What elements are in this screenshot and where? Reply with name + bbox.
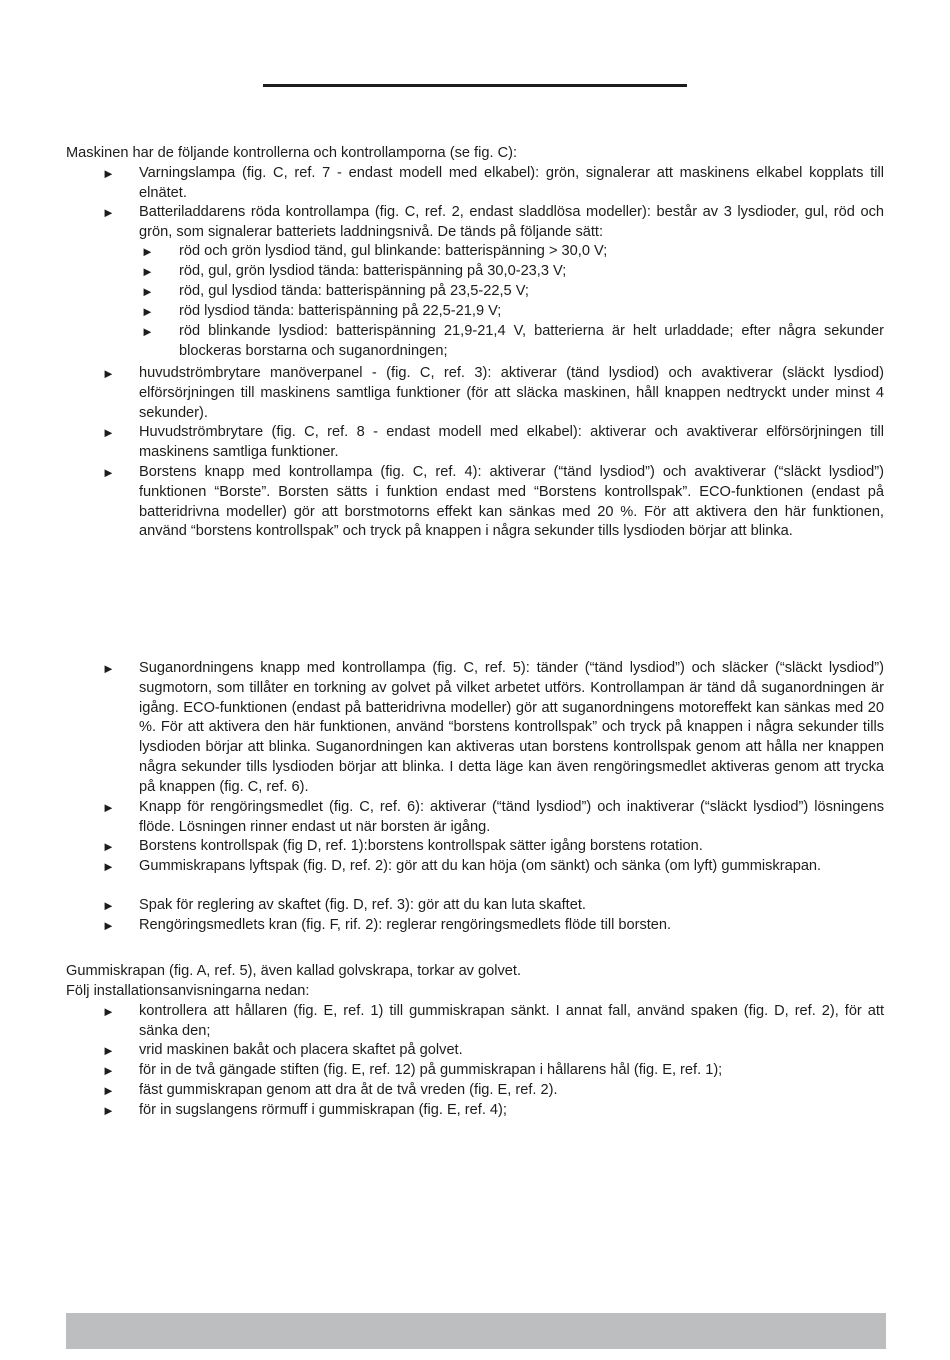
list-item-text: Knapp för rengöringsmedlet (fig. C, ref. 6): aktiverar (“tänd lysdiod”) och inaktiverar (“släckt lysdiod”) lösningens flöde. Lösningen rinner endast ut när borsten är igång. xyxy=(139,799,884,835)
bullet-icon: ► xyxy=(141,324,154,339)
sub-list-item-text: röd, gul, grön lysdiod tända: batterispänning på 30,0-23,3 V; xyxy=(179,263,567,279)
list-item xyxy=(66,1002,884,1042)
sub-list-item-text: röd blinkande lysdiod: batterispänning 21,9-21,4 V, batterierna är helt urladdade; efter några sekunder blockeras borstarna och suganordningen; xyxy=(179,323,884,359)
bullet-icon: ► xyxy=(102,800,115,815)
bullet-icon: ► xyxy=(141,284,154,299)
list-item xyxy=(66,896,884,916)
list-item-text: för in de två gängade stiften (fig. E, ref. 12) på gummiskrapan i hållarens hål (fig. E, ref. 1); xyxy=(139,1062,723,1078)
list-item xyxy=(66,1101,884,1121)
list-item xyxy=(66,203,884,243)
list-item-text: Gummiskrapans lyftspak (fig. D, ref. 2): gör att du kan höja (om sänkt) och sänka (om lyft) gummiskrapan. xyxy=(139,858,822,874)
list-item-text: Varningslampa (fig. C, ref. 7 - endast modell med elkabel): grön, signalerar att maskinens elkabel kopplats till elnätet. xyxy=(139,165,884,201)
section3-intro: Gummiskrapan (fig. A, ref. 5), även kallad golvskrapa, torkar av golvet. xyxy=(66,963,522,979)
sub-list-item-text: röd och grön lysdiod tänd, gul blinkande: batterispänning > 30,0 V; xyxy=(179,243,608,259)
bullet-icon: ► xyxy=(102,465,115,480)
list-item xyxy=(66,1081,884,1101)
list-item-text: vrid maskinen bakåt och placera skaftet på golvet. xyxy=(139,1042,463,1058)
bullet-icon: ► xyxy=(102,898,115,913)
bullet-icon: ► xyxy=(102,1063,115,1078)
bullet-icon: ► xyxy=(102,1103,115,1118)
bullet-icon: ► xyxy=(102,839,115,854)
heading-rule xyxy=(263,84,687,87)
list-item-text: Borstens kontrollspak (fig D, ref. 1):borstens kontrollspak sätter igång borstens rotation. xyxy=(139,838,703,854)
footer-bar xyxy=(66,1313,886,1349)
sub-list-item xyxy=(66,322,884,362)
list-item xyxy=(66,916,884,936)
list-item xyxy=(66,164,884,204)
bullet-icon: ► xyxy=(102,918,115,933)
list-item xyxy=(66,1041,884,1061)
list-item xyxy=(66,364,884,423)
list-item xyxy=(66,659,884,798)
bullet-icon: ► xyxy=(102,366,115,381)
bullet-icon: ► xyxy=(141,304,154,319)
sub-list-item-text: röd, gul lysdiod tända: batterispänning på 23,5-22,5 V; xyxy=(179,283,529,299)
list-item xyxy=(66,798,884,838)
bullet-icon: ► xyxy=(141,264,154,279)
sub-list-item-text: röd lysdiod tända: batterispänning på 22,5-21,9 V; xyxy=(179,303,502,319)
sub-list-item xyxy=(66,262,884,282)
list-item xyxy=(66,1061,884,1081)
section1-intro: Maskinen har de följande kontrollerna och kontrollamporna (se fig. C): xyxy=(66,145,518,161)
list-item xyxy=(66,423,884,463)
bullet-icon: ► xyxy=(102,1004,115,1019)
list-item-text: Batteriladdarens röda kontrollampa (fig. C, ref. 2, endast sladdlösa modeller): består av 3 lysdioder, gul, röd och grön, som signalerar batteriets laddningsnivå. De tänds på följande sätt: xyxy=(139,204,884,240)
list-item-text: Huvudströmbrytare (fig. C, ref. 8 - endast modell med elkabel): aktiverar och avaktiverar elförsörjningen till maskinens samtliga funktioner. xyxy=(139,424,884,460)
sub-list-item xyxy=(66,242,884,262)
bullet-icon: ► xyxy=(102,205,115,220)
list-item-text: för in sugslangens rörmuff i gummiskrapan (fig. E, ref. 4); xyxy=(139,1102,507,1118)
bullet-icon: ► xyxy=(102,425,115,440)
list-item-text: Spak för reglering av skaftet (fig. D, ref. 3): gör att du kan luta skaftet. xyxy=(139,897,586,913)
section3-intro: Följ installationsanvisningarna nedan: xyxy=(66,983,310,999)
list-item-text: huvudströmbrytare manöverpanel - (fig. C, ref. 3): aktiverar (tänd lysdiod) och avaktiverar (släckt lysdiod) elförsörjningen till maskinens samtliga funktioner (för att släcka maskinen, håll knappen nedtryckt under minst 4 sekunder). xyxy=(139,365,884,421)
list-item-text: kontrollera att hållaren (fig. E, ref. 1) till gummiskrapan sänkt. I annat fall, använd spaken (fig. D, ref. 2), för att sänka den; xyxy=(139,1003,884,1039)
list-item-text: Borstens knapp med kontrollampa (fig. C, ref. 4): aktiverar (“tänd lysdiod”) och avaktiverar (“släckt lysdiod”) funktionen “Borste”. Borsten sätts i funktion endast med “Borstens kontrollspak”. ECO-funktionen (endast på batteridrivna modeller) gör att borstmotorns effekt kan sänkas med 20 %. För att aktivera den här funktionen, använd “borstens kontrollspak” och tryck på knappen i några sekunder tills lysdioden börjar att blinka. xyxy=(139,464,884,540)
list-item xyxy=(66,837,884,857)
sub-list-item xyxy=(66,302,884,322)
bullet-icon: ► xyxy=(141,244,154,259)
bullet-icon: ► xyxy=(102,166,115,181)
list-item xyxy=(66,463,884,542)
list-item-text: Suganordningens knapp med kontrollampa (fig. C, ref. 5): tänder (“tänd lysdiod”) och släcker (“släckt lysdiod”) sugmotorn, som tillåter en torkning av golvet på vilket arbetet utförs. Kontrollampan är tänd då suganordningen är igång. ECO-funktionen (endast på batteridrivna modeller) gör att suganordningens motoreffekt kan sänkas med 20 %. För att aktivera den här funktionen, använd “borstens kontrollspak” och tryck på knappen i några sekunder tills lysdioden börjar att blinka. Suganordningen kan aktiveras utan borstens kontrollspak genom att hålla ner knappen några sekunder tills lysdioden börjar att blinka. I detta läge kan även rengöringsmedlet aktiveras genom att trycka på knappen (fig. C, ref. 6). xyxy=(139,660,884,795)
bullet-icon: ► xyxy=(102,1043,115,1058)
list-item xyxy=(66,857,884,877)
list-item-text: Rengöringsmedlets kran (fig. F, rif. 2): reglerar rengöringsmedlets flöde till borsten. xyxy=(139,917,672,933)
list-item-text: fäst gummiskrapan genom att dra åt de två vreden (fig. E, ref. 2). xyxy=(139,1082,558,1098)
bullet-icon: ► xyxy=(102,1083,115,1098)
bullet-icon: ► xyxy=(102,859,115,874)
sub-list-item xyxy=(66,282,884,302)
bullet-icon: ► xyxy=(102,661,115,676)
